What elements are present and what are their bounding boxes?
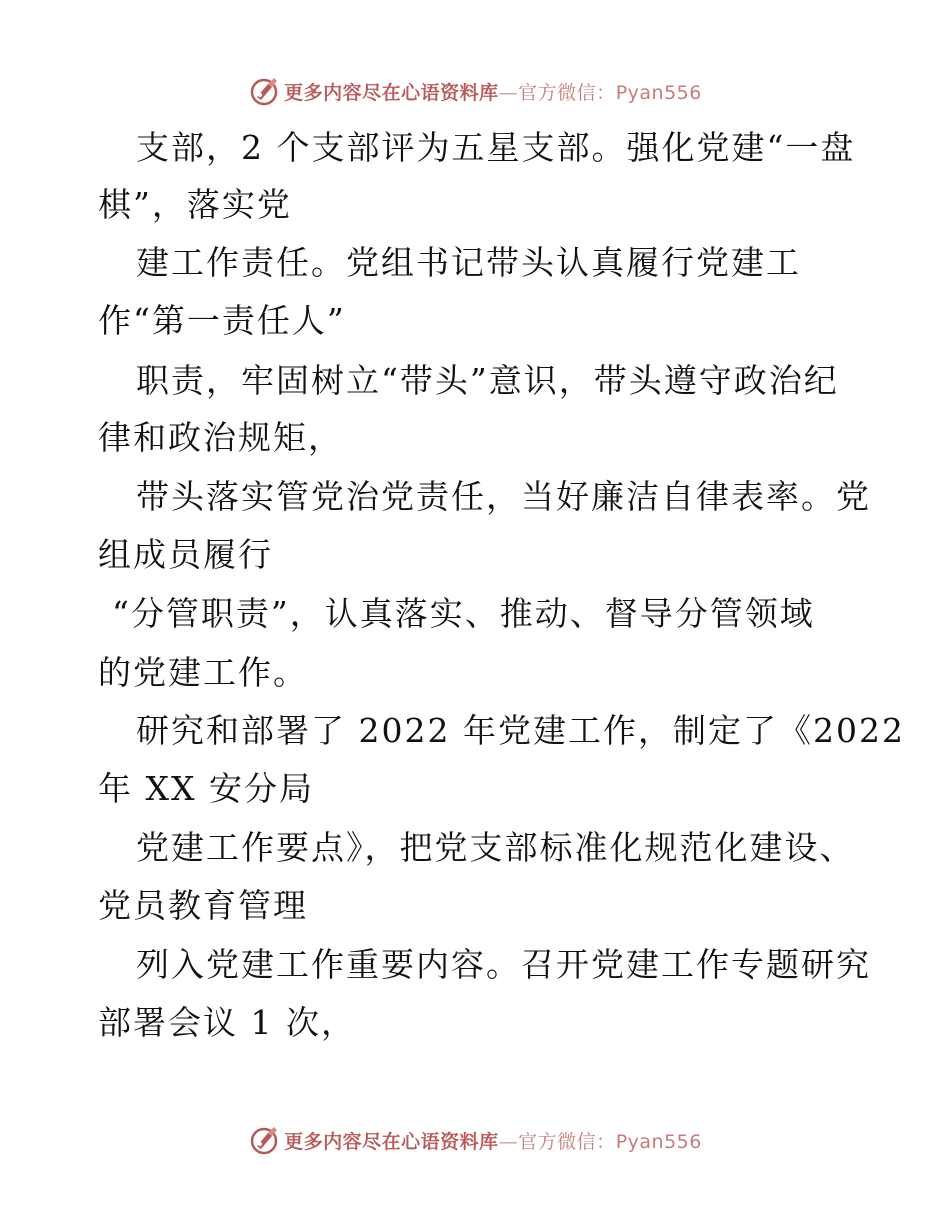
body-line: 组成员履行 xyxy=(98,535,273,574)
watermark-text xyxy=(284,1127,702,1154)
footer-watermark xyxy=(0,1120,950,1160)
body-line: 研究和部署了 2022 年党建工作，制定了《2022 xyxy=(136,711,905,750)
pen-logo-icon xyxy=(248,1124,280,1156)
body-line: “分管职责”，认真落实、推动、督导分管领域 xyxy=(112,594,815,633)
body-line: 作“第一责任人” xyxy=(98,301,346,340)
body-line: 党员教育管理 xyxy=(98,886,308,925)
watermark-account: Pyan556 xyxy=(615,81,702,104)
watermark-separator: — xyxy=(498,81,519,104)
body-line: 年 XX 安分局 xyxy=(98,769,314,808)
watermark-separator: — xyxy=(498,1130,519,1153)
body-line: 带头落实管党治党责任，当好廉洁自律表率。党 xyxy=(136,477,871,516)
watermark-brand: 更多内容尽在心语资料库 xyxy=(284,1130,499,1153)
body-line: 列入党建工作重要内容。召开党建工作专题研究 xyxy=(136,945,871,984)
body-line: 党建工作要点》，把党支部标准化规范化建设、 xyxy=(136,828,855,867)
body-line: 支部，2 个支部评为五星支部。强化党建“一盘 xyxy=(136,128,856,167)
pen-logo-icon xyxy=(248,75,280,107)
watermark-official: 官方微信： xyxy=(518,81,616,104)
body-line: 律和政治规矩， xyxy=(98,418,343,457)
watermark-text xyxy=(284,78,702,105)
watermark-account: Pyan556 xyxy=(615,1130,702,1153)
body-line: 棋”，落实党 xyxy=(98,185,292,224)
body-line: 的党建工作。 xyxy=(98,653,308,692)
body-line: 建工作责任。党组书记带头认真履行党建工 xyxy=(136,243,801,282)
watermark-official: 官方微信： xyxy=(518,1130,616,1153)
header-watermark xyxy=(0,71,950,111)
body-line: 职责，牢固树立“带头”意识，带头遵守政治纪 xyxy=(136,361,839,400)
watermark-brand: 更多内容尽在心语资料库 xyxy=(284,81,499,104)
body-line: 部署会议 1 次， xyxy=(98,1003,356,1042)
